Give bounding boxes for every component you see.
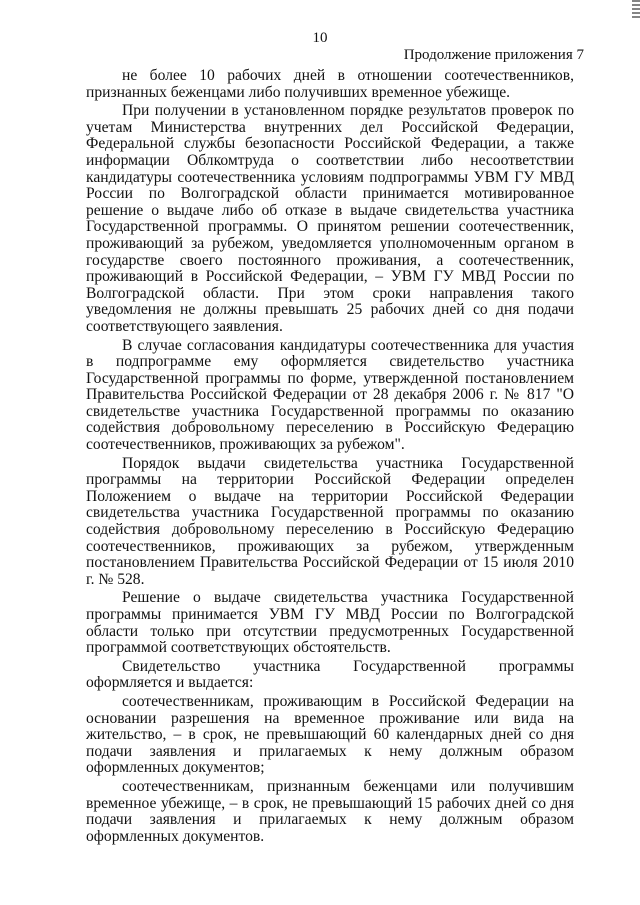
paragraph: не более 10 рабочих дней в отношении соотечественников, признанных беженцами либо получивших временное убежище. — [86, 67, 574, 101]
paragraph: Порядок выдачи свидетельства участника Государственной программы на территории Российской Федерации определен Положением о выдаче на территории Российской Федерации свидетельства участника Государственной программы по оказанию содействия добровольному переселению в Российскую Федерацию соотечественников, проживающих за рубежом, утвержденным постановлением Правительства Российской Федерации от 15 июля 2010 г. № 528. — [86, 454, 574, 588]
paragraph: В случае согласования кандидатуры соотечественника для участия в подпрограмме ему оформляется свидетельство участника Государственной программы по форме, утвержденной постановлением Правительства Российской Федерации от 28 декабря 2006 г. № 817 "О свидетельстве участника Государственной программы по оказанию содействия добровольному переселению в Российскую Федерацию соотечественников, проживающих за рубежом". — [86, 336, 574, 454]
paragraph: Свидетельство участника Государственной программы оформляется и выдается: — [86, 657, 574, 692]
page-number: 10 — [312, 30, 328, 46]
document-body — [86, 68, 574, 847]
running-header: Продолжение приложения 7 — [403, 47, 584, 63]
paragraph: Решение о выдаче свидетельства участника Государственной программы принимается УВМ ГУ МВД России по Волгоградской области только при отсутствии предусмотренных Государственной программой соответствующих обстоятельств. — [86, 589, 574, 657]
paragraph: соотечественникам, проживающим в Российской Федерации на основании разрешения на временное проживание или вида на жительство, – в срок, не превышающий 60 календарных дней со дня подачи заявления и прилагаемых к нему должным образом оформленных документов; — [86, 692, 574, 777]
paragraph: соотечественникам, признанным беженцами или получившим временное убежище, – в срок, не превышающий 15 рабочих дней со дня подачи заявления и прилагаемых к нему должным образом оформленных документов. — [86, 777, 574, 845]
corner-scan-mark — [632, 0, 640, 18]
paragraph: При получении в установленном порядке результатов проверок по учетам Министерства внутренних дел Российской Федерации, Федеральной службы безопасности Российской Федерации, а также информации Облкомтруда о соответствии либо несоответствии кандидатуры соотечественника условиям подпрограммы УВМ ГУ МВД России по Волгоградской области принимается мотивированное решение о выдаче либо об отказе в выдаче свидетельства участника Государственной программы. О принятом решении соотечественник, проживающий за рубежом, уведомляется уполномоченным органом в государстве своего постоянного проживания, а соотечественник, проживающий в Российской Федерации, – УВМ ГУ МВД России по Волгоградской области. При этом сроки направления такого уведомления не должны превышать 25 рабочих дней со дня подачи соответствующего заявления. — [86, 102, 574, 335]
